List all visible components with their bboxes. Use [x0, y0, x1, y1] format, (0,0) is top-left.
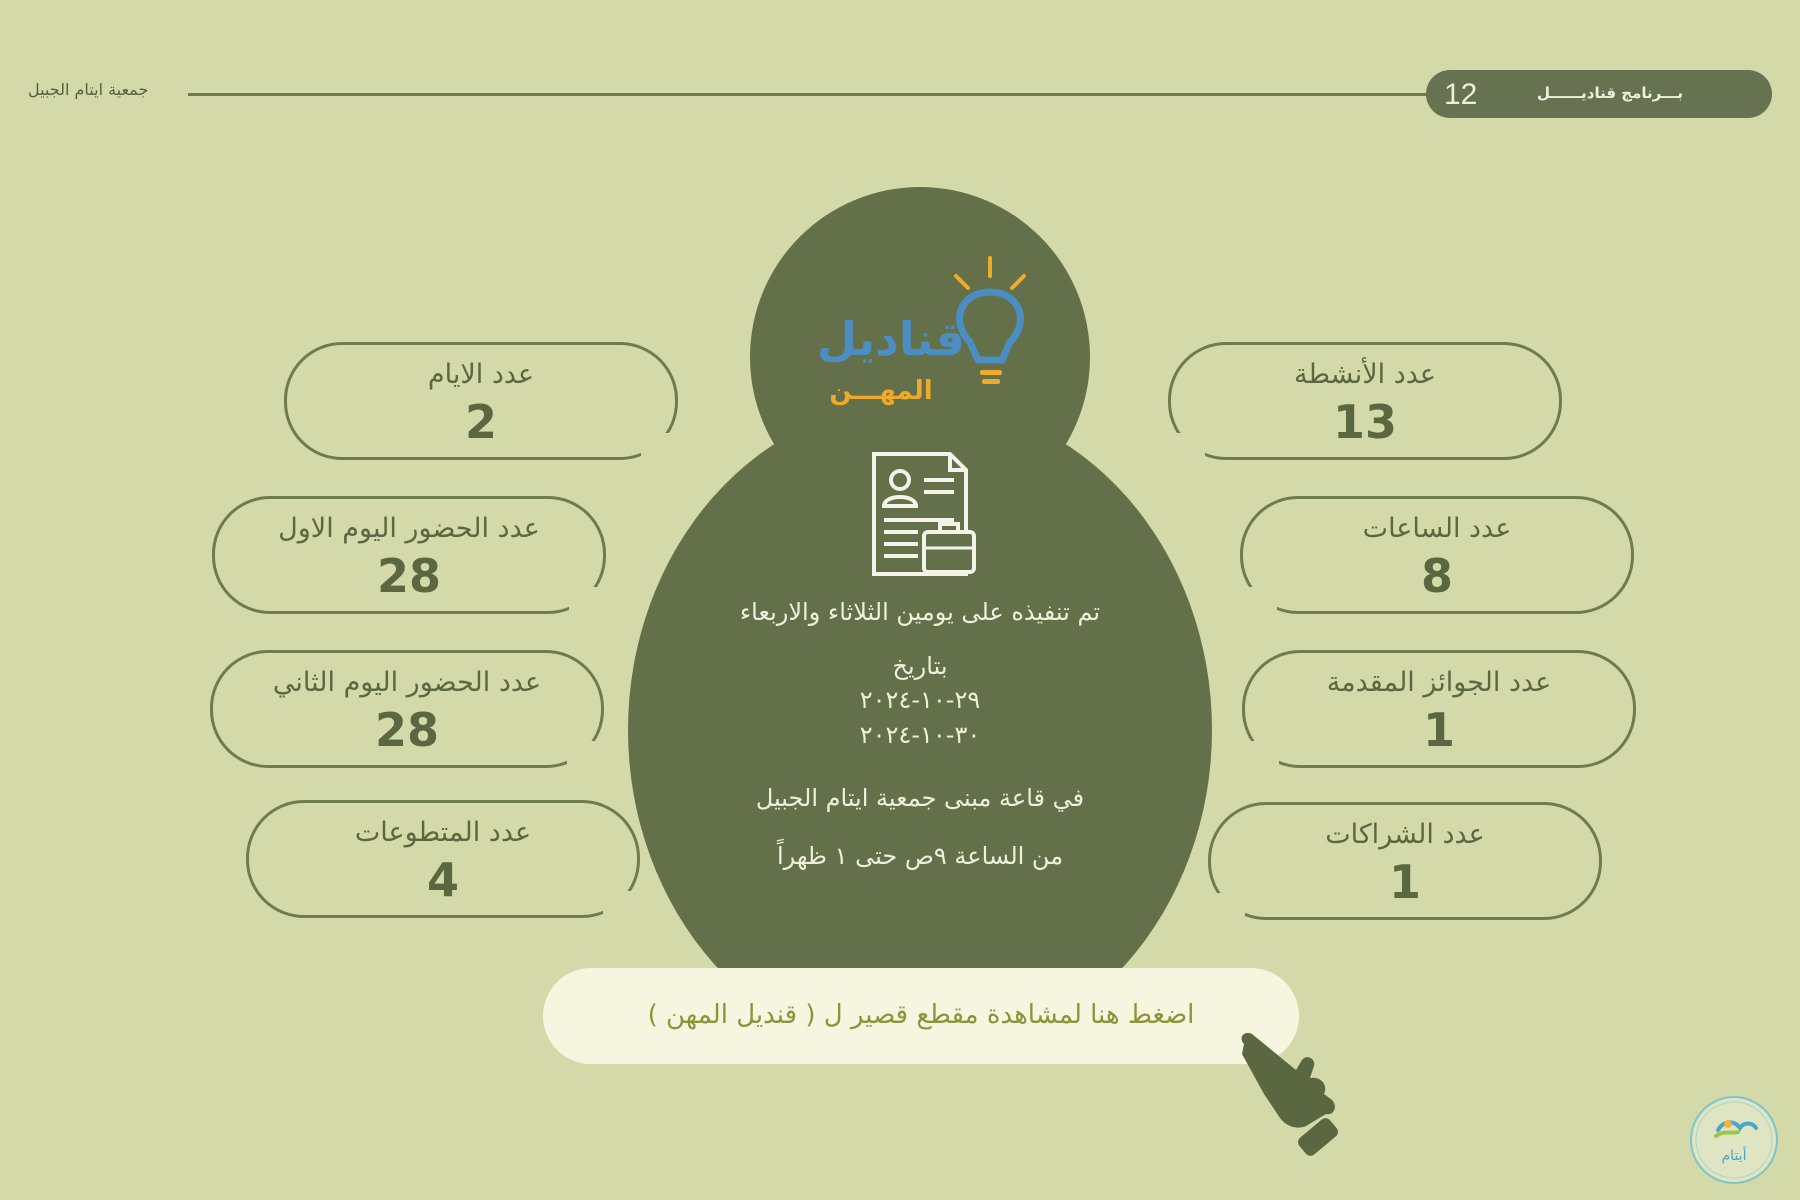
stat-value: 2	[464, 395, 497, 449]
stat-value: 28	[376, 549, 441, 603]
page-number: 12	[1444, 78, 1478, 111]
logo-sub-text: المهـــن	[829, 376, 933, 406]
stat-box-days	[284, 342, 678, 460]
watch-video-button[interactable]	[543, 968, 1299, 1064]
stat-box-prizes	[1242, 650, 1636, 768]
time-text: من الساعة ٩ص حتى ١ ظهراً	[776, 842, 1064, 870]
pointing-hand-icon	[1236, 1030, 1346, 1160]
date-2: ٣٠-١٠-٢٠٢٤	[859, 721, 981, 749]
stat-label: عدد الشراكات	[1325, 819, 1485, 850]
stat-value: 28	[374, 703, 439, 757]
stat-box-volunteers	[246, 800, 640, 918]
date-label: بتاريخ	[892, 652, 948, 680]
program-name: بـــرنامج قناديــــــل	[1537, 84, 1683, 102]
stat-box-hours	[1240, 496, 1634, 614]
venue-text: في قاعة مبنى جمعية ايتام الجبيل	[755, 784, 1085, 812]
stat-value: 8	[1420, 549, 1453, 603]
stat-box-attendance-day2	[210, 650, 604, 768]
stat-value: 4	[426, 853, 459, 907]
stat-value: 1	[1388, 855, 1421, 909]
aytam-logo-text: أيتام	[1721, 1148, 1747, 1164]
header-org-name: جمعية ايتام الجبيل	[28, 80, 149, 99]
stat-box-attendance-day1	[212, 496, 606, 614]
stat-box-activities	[1168, 342, 1562, 460]
qanadeel-logo	[806, 252, 1046, 412]
resume-briefcase-icon	[868, 450, 978, 580]
stat-label: عدد الحضور اليوم الاول	[278, 513, 540, 544]
stat-label: عدد الساعات	[1362, 513, 1512, 544]
stat-value: 1	[1422, 703, 1455, 757]
watch-video-label: اضغط هنا لمشاهدة مقطع قصير ل ( قنديل المهن )	[647, 1000, 1195, 1030]
stat-label: عدد المتطوعات	[354, 817, 532, 848]
stat-value: 13	[1332, 395, 1397, 449]
aytam-logo	[1688, 1094, 1780, 1186]
stat-label: عدد الحضور اليوم الثاني	[272, 667, 542, 698]
stat-label: عدد الايام	[427, 359, 535, 390]
stat-box-partnerships	[1208, 802, 1602, 920]
stat-label: عدد الأنشطة	[1293, 359, 1436, 390]
date-1: ٢٩-١٠-٢٠٢٤	[859, 686, 981, 714]
stat-label: عدد الجوائز المقدمة	[1326, 667, 1552, 698]
center-line1: تم تنفيذه على يومين الثلاثاء والاربعاء	[739, 598, 1101, 626]
logo-main-text: قناديل	[816, 312, 966, 366]
